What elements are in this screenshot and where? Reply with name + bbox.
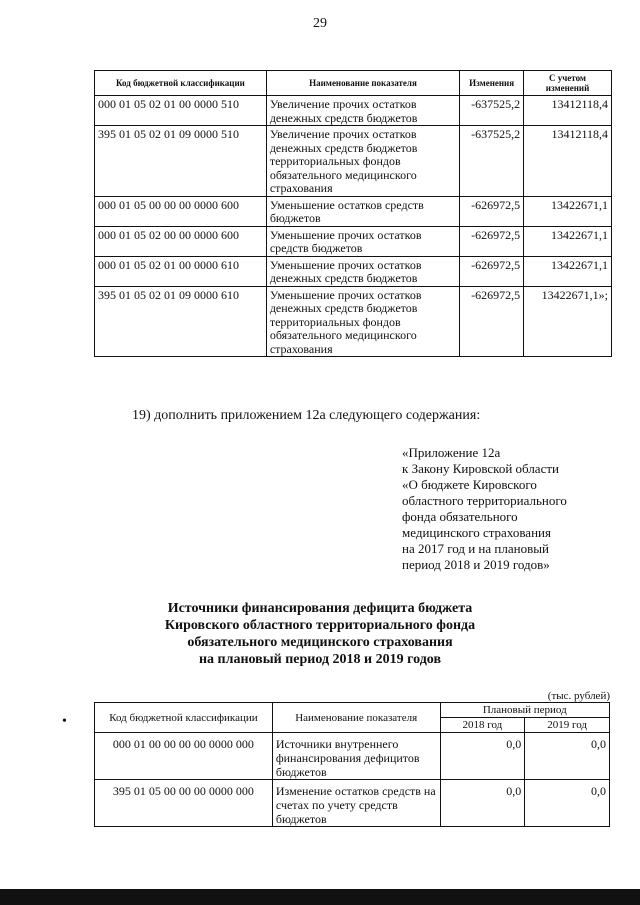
row-name: Уменьшение прочих остатков денежных средств бюджетов xyxy=(266,256,459,286)
row-change: -626972,5 xyxy=(460,226,524,256)
amendment-paragraph: 19) дополнить приложением 12а следующего содержания: xyxy=(132,408,481,423)
title-line: на плановый период 2018 и 2019 годов xyxy=(198,652,442,667)
row-code: 395 01 05 02 01 09 0000 610 xyxy=(95,286,267,357)
margin-mark: • xyxy=(62,714,67,729)
table-row xyxy=(95,126,612,197)
row-change: -626972,5 xyxy=(460,286,524,357)
row-name: Изменение остатков средств на счетах по учету средств бюджетов xyxy=(272,780,440,827)
title-line: Источники финансирования дефицита бюджета xyxy=(167,601,473,616)
page-number: 29 xyxy=(313,16,327,31)
row-total: 13412118,4 xyxy=(524,126,612,197)
appendix-line: период 2018 и 2019 годов» xyxy=(402,557,550,572)
header-2018: 2018 год xyxy=(440,718,525,733)
row-value-2018: 0,0 xyxy=(440,733,525,780)
row-change: -637525,2 xyxy=(460,96,524,126)
row-total: 13422671,1 xyxy=(524,196,612,226)
table-row xyxy=(95,196,612,226)
row-code: 000 01 05 02 01 00 0000 510 xyxy=(95,96,267,126)
table-row xyxy=(95,256,612,286)
appendix-line: «О бюджете Кировского xyxy=(402,477,537,492)
row-total: 13422671,1 xyxy=(524,226,612,256)
table-row xyxy=(95,226,612,256)
row-name: Увеличение прочих остатков денежных средств бюджетов xyxy=(266,96,459,126)
table-row xyxy=(95,96,612,126)
header-2019: 2019 год xyxy=(525,718,610,733)
row-change: -626972,5 xyxy=(460,256,524,286)
row-code: 000 01 05 02 01 00 0000 610 xyxy=(95,256,267,286)
table-header-row xyxy=(95,703,610,718)
title-line: обязательного медицинского страхования xyxy=(187,635,453,650)
row-name: Уменьшение остатков средств бюджетов xyxy=(266,196,459,226)
deficit-sources-table xyxy=(94,702,610,827)
row-code: 395 01 05 00 00 00 0000 000 xyxy=(95,780,273,827)
appendix-line: к Закону Кировской области xyxy=(402,461,559,476)
row-value-2019: 0,0 xyxy=(525,780,610,827)
row-total: 13412118,4 xyxy=(524,96,612,126)
appendix-reference xyxy=(402,445,567,573)
row-total: 13422671,1 xyxy=(524,256,612,286)
row-value-2019: 0,0 xyxy=(525,733,610,780)
row-name: Увеличение прочих остатков денежных средств бюджетов территориальных фондов обязательного медицинского страхования xyxy=(266,126,459,197)
appendix-line: «Приложение 12а xyxy=(402,445,501,460)
row-name: Уменьшение прочих остатков денежных средств бюджетов территориальных фондов обязательного медицинского страхования xyxy=(266,286,459,357)
section-title xyxy=(0,600,640,668)
table-row xyxy=(95,780,610,827)
header-code: Код бюджетной классификации xyxy=(95,71,267,96)
header-planned-period: Плановый период xyxy=(440,703,609,718)
row-name: Источники внутреннего финансирования дефицитов бюджетов xyxy=(272,733,440,780)
row-value-2018: 0,0 xyxy=(440,780,525,827)
row-change: -626972,5 xyxy=(460,196,524,226)
row-code: 000 01 05 02 00 00 0000 600 xyxy=(95,226,267,256)
row-code: 000 01 00 00 00 00 0000 000 xyxy=(95,733,273,780)
header-name: Наименование показателя xyxy=(266,71,459,96)
appendix-line: фонда обязательного xyxy=(402,509,518,524)
units-label: (тыс. рублей) xyxy=(547,690,610,702)
table-row xyxy=(95,733,610,780)
row-total: 13422671,1»; xyxy=(524,286,612,357)
table-row xyxy=(95,286,612,357)
header-code: Код бюджетной классификации xyxy=(95,703,273,733)
title-line: Кировского областного территориального фонда xyxy=(164,618,476,633)
appendix-line: областного территориального xyxy=(402,493,567,508)
appendix-line: на 2017 год и на плановый xyxy=(402,541,549,556)
row-name: Уменьшение прочих остатков средств бюджетов xyxy=(266,226,459,256)
budget-changes-table xyxy=(94,70,612,357)
appendix-line: медицинского страхования xyxy=(402,525,551,540)
row-change: -637525,2 xyxy=(460,126,524,197)
scan-edge-bar xyxy=(0,889,640,905)
table-header-row xyxy=(95,71,612,96)
header-with-changes: С учетом изменений xyxy=(524,71,612,96)
row-code: 000 01 05 00 00 00 0000 600 xyxy=(95,196,267,226)
row-code: 395 01 05 02 01 09 0000 510 xyxy=(95,126,267,197)
header-name: Наименование показателя xyxy=(272,703,440,733)
header-changes: Изменения xyxy=(460,71,524,96)
